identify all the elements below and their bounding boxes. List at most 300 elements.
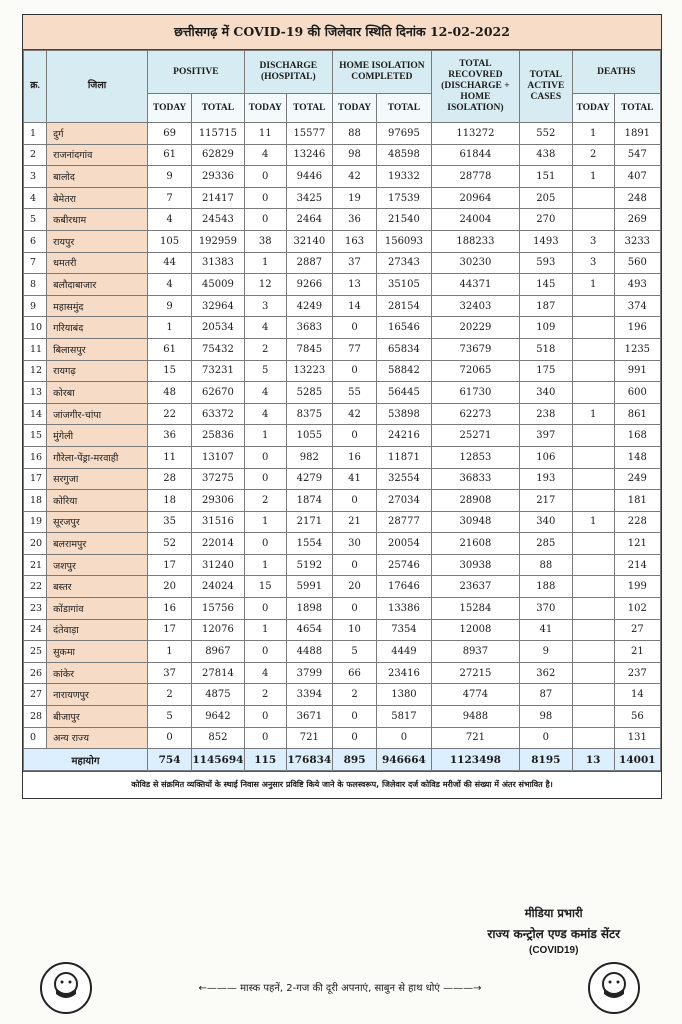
cell-dis-today: 11 <box>244 123 286 145</box>
cell-pos-today: 9 <box>148 295 192 317</box>
cell-dis-total: 5991 <box>286 576 332 598</box>
cell-dis-total: 2171 <box>286 511 332 533</box>
cell-sno: 7 <box>24 252 47 274</box>
cell-death-total: 56 <box>614 706 660 728</box>
cell-district: गौरेला-पेंड्रा-मरवाही <box>47 446 148 468</box>
cell-pos-total: 852 <box>192 727 245 749</box>
cell-death-today: 2 <box>572 144 614 166</box>
cell-hi-total: 53898 <box>377 403 432 425</box>
cell-dis-total: 4279 <box>286 468 332 490</box>
cell-hi-today: 0 <box>332 360 376 382</box>
cell-dis-today: 2 <box>244 490 286 512</box>
total-pos-total: 1145694 <box>192 749 245 771</box>
cell-death-today: 3 <box>572 252 614 274</box>
cell-dis-today: 4 <box>244 403 286 425</box>
header-deaths: DEATHS <box>572 51 660 94</box>
table-row <box>24 338 661 360</box>
cell-death-today <box>572 317 614 339</box>
cell-pos-today: 2 <box>148 684 192 706</box>
cell-death-total: 27 <box>614 619 660 641</box>
cell-sno: 5 <box>24 209 47 231</box>
cell-sno: 16 <box>24 446 47 468</box>
cell-dis-total: 9266 <box>286 274 332 296</box>
table-row <box>24 123 661 145</box>
cell-dis-today: 12 <box>244 274 286 296</box>
cell-recovered: 36833 <box>431 468 519 490</box>
cell-hi-today: 55 <box>332 382 376 404</box>
cell-sno: 15 <box>24 425 47 447</box>
cell-recovered: 25271 <box>431 425 519 447</box>
table-row <box>24 490 661 512</box>
cell-active: 187 <box>520 295 573 317</box>
cell-hi-today: 98 <box>332 144 376 166</box>
cell-recovered: 30938 <box>431 554 519 576</box>
cell-dis-total: 4488 <box>286 641 332 663</box>
header-sno: क्र. <box>24 51 47 123</box>
cell-death-today <box>572 727 614 749</box>
cell-sno: 0 <box>24 727 47 749</box>
cell-dis-total: 7845 <box>286 338 332 360</box>
cell-pos-total: 37275 <box>192 468 245 490</box>
cell-dis-today: 0 <box>244 209 286 231</box>
cell-death-total: 131 <box>614 727 660 749</box>
cell-dis-total: 1874 <box>286 490 332 512</box>
cell-pos-total: 73231 <box>192 360 245 382</box>
cell-death-total: 249 <box>614 468 660 490</box>
cell-dis-today: 15 <box>244 576 286 598</box>
cell-hi-today: 0 <box>332 727 376 749</box>
cell-pos-today: 15 <box>148 360 192 382</box>
cell-dis-today: 2 <box>244 684 286 706</box>
total-pos-today: 754 <box>148 749 192 771</box>
cell-death-total: 493 <box>614 274 660 296</box>
cell-hi-total: 48598 <box>377 144 432 166</box>
cell-dis-today: 0 <box>244 533 286 555</box>
cell-sno: 25 <box>24 641 47 663</box>
cell-pos-total: 29306 <box>192 490 245 512</box>
cell-death-total: 168 <box>614 425 660 447</box>
cell-pos-total: 20534 <box>192 317 245 339</box>
cell-sno: 24 <box>24 619 47 641</box>
cell-active: 285 <box>520 533 573 555</box>
cell-dis-today: 1 <box>244 554 286 576</box>
cell-hi-total: 5817 <box>377 706 432 728</box>
cell-pos-today: 4 <box>148 209 192 231</box>
table-row <box>24 662 661 684</box>
cell-recovered: 61730 <box>431 382 519 404</box>
cell-death-today <box>572 533 614 555</box>
cell-hi-total: 21540 <box>377 209 432 231</box>
cell-active: 205 <box>520 187 573 209</box>
signature-line1: मीडिया प्रभारी <box>524 906 583 920</box>
cell-pos-today: 22 <box>148 403 192 425</box>
table-row <box>24 274 661 296</box>
cell-sno: 26 <box>24 662 47 684</box>
cell-pos-total: 13107 <box>192 446 245 468</box>
awareness-footer <box>40 962 640 1012</box>
cell-active: 87 <box>520 684 573 706</box>
cell-sno: 27 <box>24 684 47 706</box>
cell-dis-total: 13246 <box>286 144 332 166</box>
cell-district: रायगढ़ <box>47 360 148 382</box>
cell-district: बलौदाबाजार <box>47 274 148 296</box>
cell-hi-today: 0 <box>332 490 376 512</box>
cell-district: बेमेतरा <box>47 187 148 209</box>
cell-sno: 6 <box>24 230 47 252</box>
header-today: TODAY <box>244 94 286 123</box>
cell-death-total: 560 <box>614 252 660 274</box>
total-row <box>24 749 661 771</box>
cell-active: 518 <box>520 338 573 360</box>
cell-recovered: 30230 <box>431 252 519 274</box>
cell-pos-today: 61 <box>148 144 192 166</box>
cell-dis-today: 5 <box>244 360 286 382</box>
cell-pos-total: 29336 <box>192 166 245 188</box>
table-body <box>24 123 661 749</box>
report-title: छत्तीसगढ़ में COVID-19 की जिलेवार स्थिति दिनांक 12-02-2022 <box>23 15 661 50</box>
cell-pos-today: 7 <box>148 187 192 209</box>
cell-hi-today: 2 <box>332 684 376 706</box>
cell-active: 0 <box>520 727 573 749</box>
cell-pos-total: 63372 <box>192 403 245 425</box>
header-today: TODAY <box>332 94 376 123</box>
cell-hi-today: 0 <box>332 706 376 728</box>
cell-recovered: 30948 <box>431 511 519 533</box>
cell-hi-today: 14 <box>332 295 376 317</box>
cell-death-total: 196 <box>614 317 660 339</box>
header-total-active: TOTAL ACTIVE CASES <box>520 51 573 123</box>
table-row <box>24 468 661 490</box>
cell-death-today <box>572 490 614 512</box>
cell-hi-today: 42 <box>332 166 376 188</box>
cell-pos-today: 28 <box>148 468 192 490</box>
cell-district: दंतेवाड़ा <box>47 619 148 641</box>
cell-district: सुकमा <box>47 641 148 663</box>
cell-death-total: 21 <box>614 641 660 663</box>
table-row <box>24 706 661 728</box>
district-table <box>23 50 661 771</box>
cell-dis-today: 4 <box>244 144 286 166</box>
cell-dis-total: 3683 <box>286 317 332 339</box>
cell-death-total: 248 <box>614 187 660 209</box>
cell-recovered: 20229 <box>431 317 519 339</box>
cell-sno: 21 <box>24 554 47 576</box>
cell-pos-total: 24543 <box>192 209 245 231</box>
cell-death-today <box>572 425 614 447</box>
cell-recovered: 73679 <box>431 338 519 360</box>
cell-active: 188 <box>520 576 573 598</box>
table-row <box>24 425 661 447</box>
cell-recovered: 32403 <box>431 295 519 317</box>
cell-hi-total: 19332 <box>377 166 432 188</box>
table-row <box>24 598 661 620</box>
cell-dis-total: 721 <box>286 727 332 749</box>
cell-district: बालोद <box>47 166 148 188</box>
cell-pos-total: 15756 <box>192 598 245 620</box>
cell-hi-today: 10 <box>332 619 376 641</box>
cell-death-total: 374 <box>614 295 660 317</box>
header-total: TOTAL <box>377 94 432 123</box>
cell-death-today <box>572 619 614 641</box>
cell-death-today <box>572 360 614 382</box>
cell-hi-today: 36 <box>332 209 376 231</box>
cell-pos-today: 35 <box>148 511 192 533</box>
cell-pos-today: 48 <box>148 382 192 404</box>
table-row <box>24 727 661 749</box>
cell-recovered: 21608 <box>431 533 519 555</box>
cell-active: 109 <box>520 317 573 339</box>
header-positive: POSITIVE <box>148 51 245 94</box>
signature-line2: राज्य कन्ट्रोल एण्ड कमांड सेंटर <box>487 927 620 941</box>
cell-death-total: 1235 <box>614 338 660 360</box>
cell-pos-today: 17 <box>148 619 192 641</box>
total-label: महायोग <box>24 749 148 771</box>
cell-dis-total: 3671 <box>286 706 332 728</box>
cell-dis-total: 4249 <box>286 295 332 317</box>
cell-recovered: 12008 <box>431 619 519 641</box>
cell-district: कोरबा <box>47 382 148 404</box>
cell-hi-total: 13386 <box>377 598 432 620</box>
cell-pos-total: 62829 <box>192 144 245 166</box>
cell-hi-total: 20054 <box>377 533 432 555</box>
cell-dis-total: 1055 <box>286 425 332 447</box>
cell-recovered: 15284 <box>431 598 519 620</box>
cell-recovered: 24004 <box>431 209 519 231</box>
table-row <box>24 554 661 576</box>
table-row <box>24 295 661 317</box>
cell-hi-total: 58842 <box>377 360 432 382</box>
cell-pos-total: 9642 <box>192 706 245 728</box>
cell-district: मुंगेली <box>47 425 148 447</box>
cell-dis-today: 0 <box>244 641 286 663</box>
header-today: TODAY <box>148 94 192 123</box>
cell-recovered: 28778 <box>431 166 519 188</box>
cell-death-today: 1 <box>572 166 614 188</box>
cell-pos-total: 27814 <box>192 662 245 684</box>
cell-hi-total: 27343 <box>377 252 432 274</box>
cell-dis-total: 5192 <box>286 554 332 576</box>
cell-recovered: 20964 <box>431 187 519 209</box>
cell-hi-total: 17646 <box>377 576 432 598</box>
cell-active: 340 <box>520 382 573 404</box>
cell-death-total: 861 <box>614 403 660 425</box>
cell-pos-today: 11 <box>148 446 192 468</box>
cell-district: नारायणपुर <box>47 684 148 706</box>
total-dis-today: 115 <box>244 749 286 771</box>
total-death-today: 13 <box>572 749 614 771</box>
cell-recovered: 113272 <box>431 123 519 145</box>
signature-block <box>487 906 620 956</box>
cell-hi-total: 97695 <box>377 123 432 145</box>
cell-dis-today: 1 <box>244 425 286 447</box>
cell-hi-today: 5 <box>332 641 376 663</box>
cell-dis-today: 0 <box>244 598 286 620</box>
cell-dis-today: 1 <box>244 619 286 641</box>
cell-pos-total: 31240 <box>192 554 245 576</box>
cell-hi-total: 156093 <box>377 230 432 252</box>
total-hi-total: 946664 <box>377 749 432 771</box>
cell-hi-today: 0 <box>332 317 376 339</box>
cell-death-today <box>572 576 614 598</box>
cell-district: गरियाबंद <box>47 317 148 339</box>
cell-death-today: 1 <box>572 274 614 296</box>
cell-sno: 12 <box>24 360 47 382</box>
cell-death-today <box>572 662 614 684</box>
cell-hi-total: 16546 <box>377 317 432 339</box>
cell-hi-today: 77 <box>332 338 376 360</box>
cell-pos-total: 21417 <box>192 187 245 209</box>
cell-dis-today: 3 <box>244 295 286 317</box>
total-hi-today: 895 <box>332 749 376 771</box>
header-total: TOTAL <box>614 94 660 123</box>
table-row <box>24 230 661 252</box>
cell-death-total: 214 <box>614 554 660 576</box>
table-row <box>24 360 661 382</box>
cell-dis-total: 1898 <box>286 598 332 620</box>
cell-death-total: 181 <box>614 490 660 512</box>
cell-death-today <box>572 446 614 468</box>
cell-district: कोंडागांव <box>47 598 148 620</box>
cell-pos-today: 5 <box>148 706 192 728</box>
cell-district: अन्य राज्य <box>47 727 148 749</box>
cell-pos-today: 36 <box>148 425 192 447</box>
cell-active: 370 <box>520 598 573 620</box>
cell-district: बस्तर <box>47 576 148 598</box>
cell-recovered: 72065 <box>431 360 519 382</box>
cell-district: सरगुजा <box>47 468 148 490</box>
table-row <box>24 166 661 188</box>
cell-dis-total: 5285 <box>286 382 332 404</box>
cell-active: 41 <box>520 619 573 641</box>
cell-pos-today: 44 <box>148 252 192 274</box>
cell-active: 151 <box>520 166 573 188</box>
cell-active: 552 <box>520 123 573 145</box>
cell-dis-total: 3799 <box>286 662 332 684</box>
table-row <box>24 403 661 425</box>
cell-dis-today: 0 <box>244 187 286 209</box>
cell-pos-today: 17 <box>148 554 192 576</box>
cell-recovered: 27215 <box>431 662 519 684</box>
cell-hi-total: 0 <box>377 727 432 749</box>
cell-hi-total: 65834 <box>377 338 432 360</box>
header-district: जिला <box>47 51 148 123</box>
cell-pos-today: 18 <box>148 490 192 512</box>
cell-active: 362 <box>520 662 573 684</box>
cell-district: राजनांदगांव <box>47 144 148 166</box>
cell-death-total: 1891 <box>614 123 660 145</box>
table-row <box>24 144 661 166</box>
cell-active: 88 <box>520 554 573 576</box>
cell-hi-total: 4449 <box>377 641 432 663</box>
cell-recovered: 9488 <box>431 706 519 728</box>
cell-hi-today: 42 <box>332 403 376 425</box>
cell-pos-total: 4875 <box>192 684 245 706</box>
cell-death-today <box>572 468 614 490</box>
cell-recovered: 188233 <box>431 230 519 252</box>
cell-hi-total: 17539 <box>377 187 432 209</box>
cell-death-today <box>572 554 614 576</box>
cell-sno: 4 <box>24 187 47 209</box>
cell-recovered: 12853 <box>431 446 519 468</box>
cell-death-total: 991 <box>614 360 660 382</box>
cell-hi-total: 56445 <box>377 382 432 404</box>
cell-pos-today: 20 <box>148 576 192 598</box>
cell-hi-today: 13 <box>332 274 376 296</box>
cell-district: जांजगीर-चांपा <box>47 403 148 425</box>
header-home-isolation: HOME ISOLATION COMPLETED <box>332 51 431 94</box>
cell-pos-today: 1 <box>148 317 192 339</box>
cell-sno: 22 <box>24 576 47 598</box>
cell-pos-total: 24024 <box>192 576 245 598</box>
cell-dis-today: 0 <box>244 166 286 188</box>
cell-death-today <box>572 295 614 317</box>
cell-dis-total: 3394 <box>286 684 332 706</box>
cell-sno: 20 <box>24 533 47 555</box>
cell-active: 340 <box>520 511 573 533</box>
cell-death-total: 102 <box>614 598 660 620</box>
cell-dis-today: 0 <box>244 446 286 468</box>
cell-death-today <box>572 706 614 728</box>
cell-recovered: 44371 <box>431 274 519 296</box>
cell-hi-today: 0 <box>332 598 376 620</box>
cell-hi-today: 0 <box>332 425 376 447</box>
cell-hi-today: 66 <box>332 662 376 684</box>
cell-district: कोरिया <box>47 490 148 512</box>
cell-dis-total: 3425 <box>286 187 332 209</box>
table-row <box>24 252 661 274</box>
cell-pos-total: 192959 <box>192 230 245 252</box>
cell-hi-total: 28154 <box>377 295 432 317</box>
cell-death-total: 600 <box>614 382 660 404</box>
cell-dis-today: 4 <box>244 662 286 684</box>
cell-pos-today: 52 <box>148 533 192 555</box>
cell-pos-total: 22014 <box>192 533 245 555</box>
table-row <box>24 382 661 404</box>
cell-dis-total: 13223 <box>286 360 332 382</box>
cell-hi-today: 21 <box>332 511 376 533</box>
cell-dis-today: 4 <box>244 317 286 339</box>
cell-dis-total: 32140 <box>286 230 332 252</box>
cell-sno: 13 <box>24 382 47 404</box>
cell-death-total: 547 <box>614 144 660 166</box>
table-row <box>24 641 661 663</box>
cell-sno: 17 <box>24 468 47 490</box>
table-row <box>24 209 661 231</box>
cell-dis-total: 8375 <box>286 403 332 425</box>
header-discharge: DISCHARGE (HOSPITAL) <box>244 51 332 94</box>
cell-pos-today: 1 <box>148 641 192 663</box>
cell-district: जशपुर <box>47 554 148 576</box>
cell-death-total: 407 <box>614 166 660 188</box>
cell-pos-total: 31383 <box>192 252 245 274</box>
cell-death-total: 199 <box>614 576 660 598</box>
total-death-total: 14001 <box>614 749 660 771</box>
cell-sno: 10 <box>24 317 47 339</box>
header-total: TOTAL <box>286 94 332 123</box>
cell-hi-total: 11871 <box>377 446 432 468</box>
cell-death-today <box>572 338 614 360</box>
cell-pos-today: 9 <box>148 166 192 188</box>
header-total-recovered: TOTAL RECOVRED (DISCHARGE + HOME ISOLATION) <box>431 51 519 123</box>
cell-dis-today: 0 <box>244 727 286 749</box>
cell-active: 593 <box>520 252 573 274</box>
cell-dis-total: 4654 <box>286 619 332 641</box>
cell-sno: 8 <box>24 274 47 296</box>
cell-hi-today: 37 <box>332 252 376 274</box>
cell-dis-today: 1 <box>244 511 286 533</box>
cell-recovered: 61844 <box>431 144 519 166</box>
cell-pos-today: 4 <box>148 274 192 296</box>
